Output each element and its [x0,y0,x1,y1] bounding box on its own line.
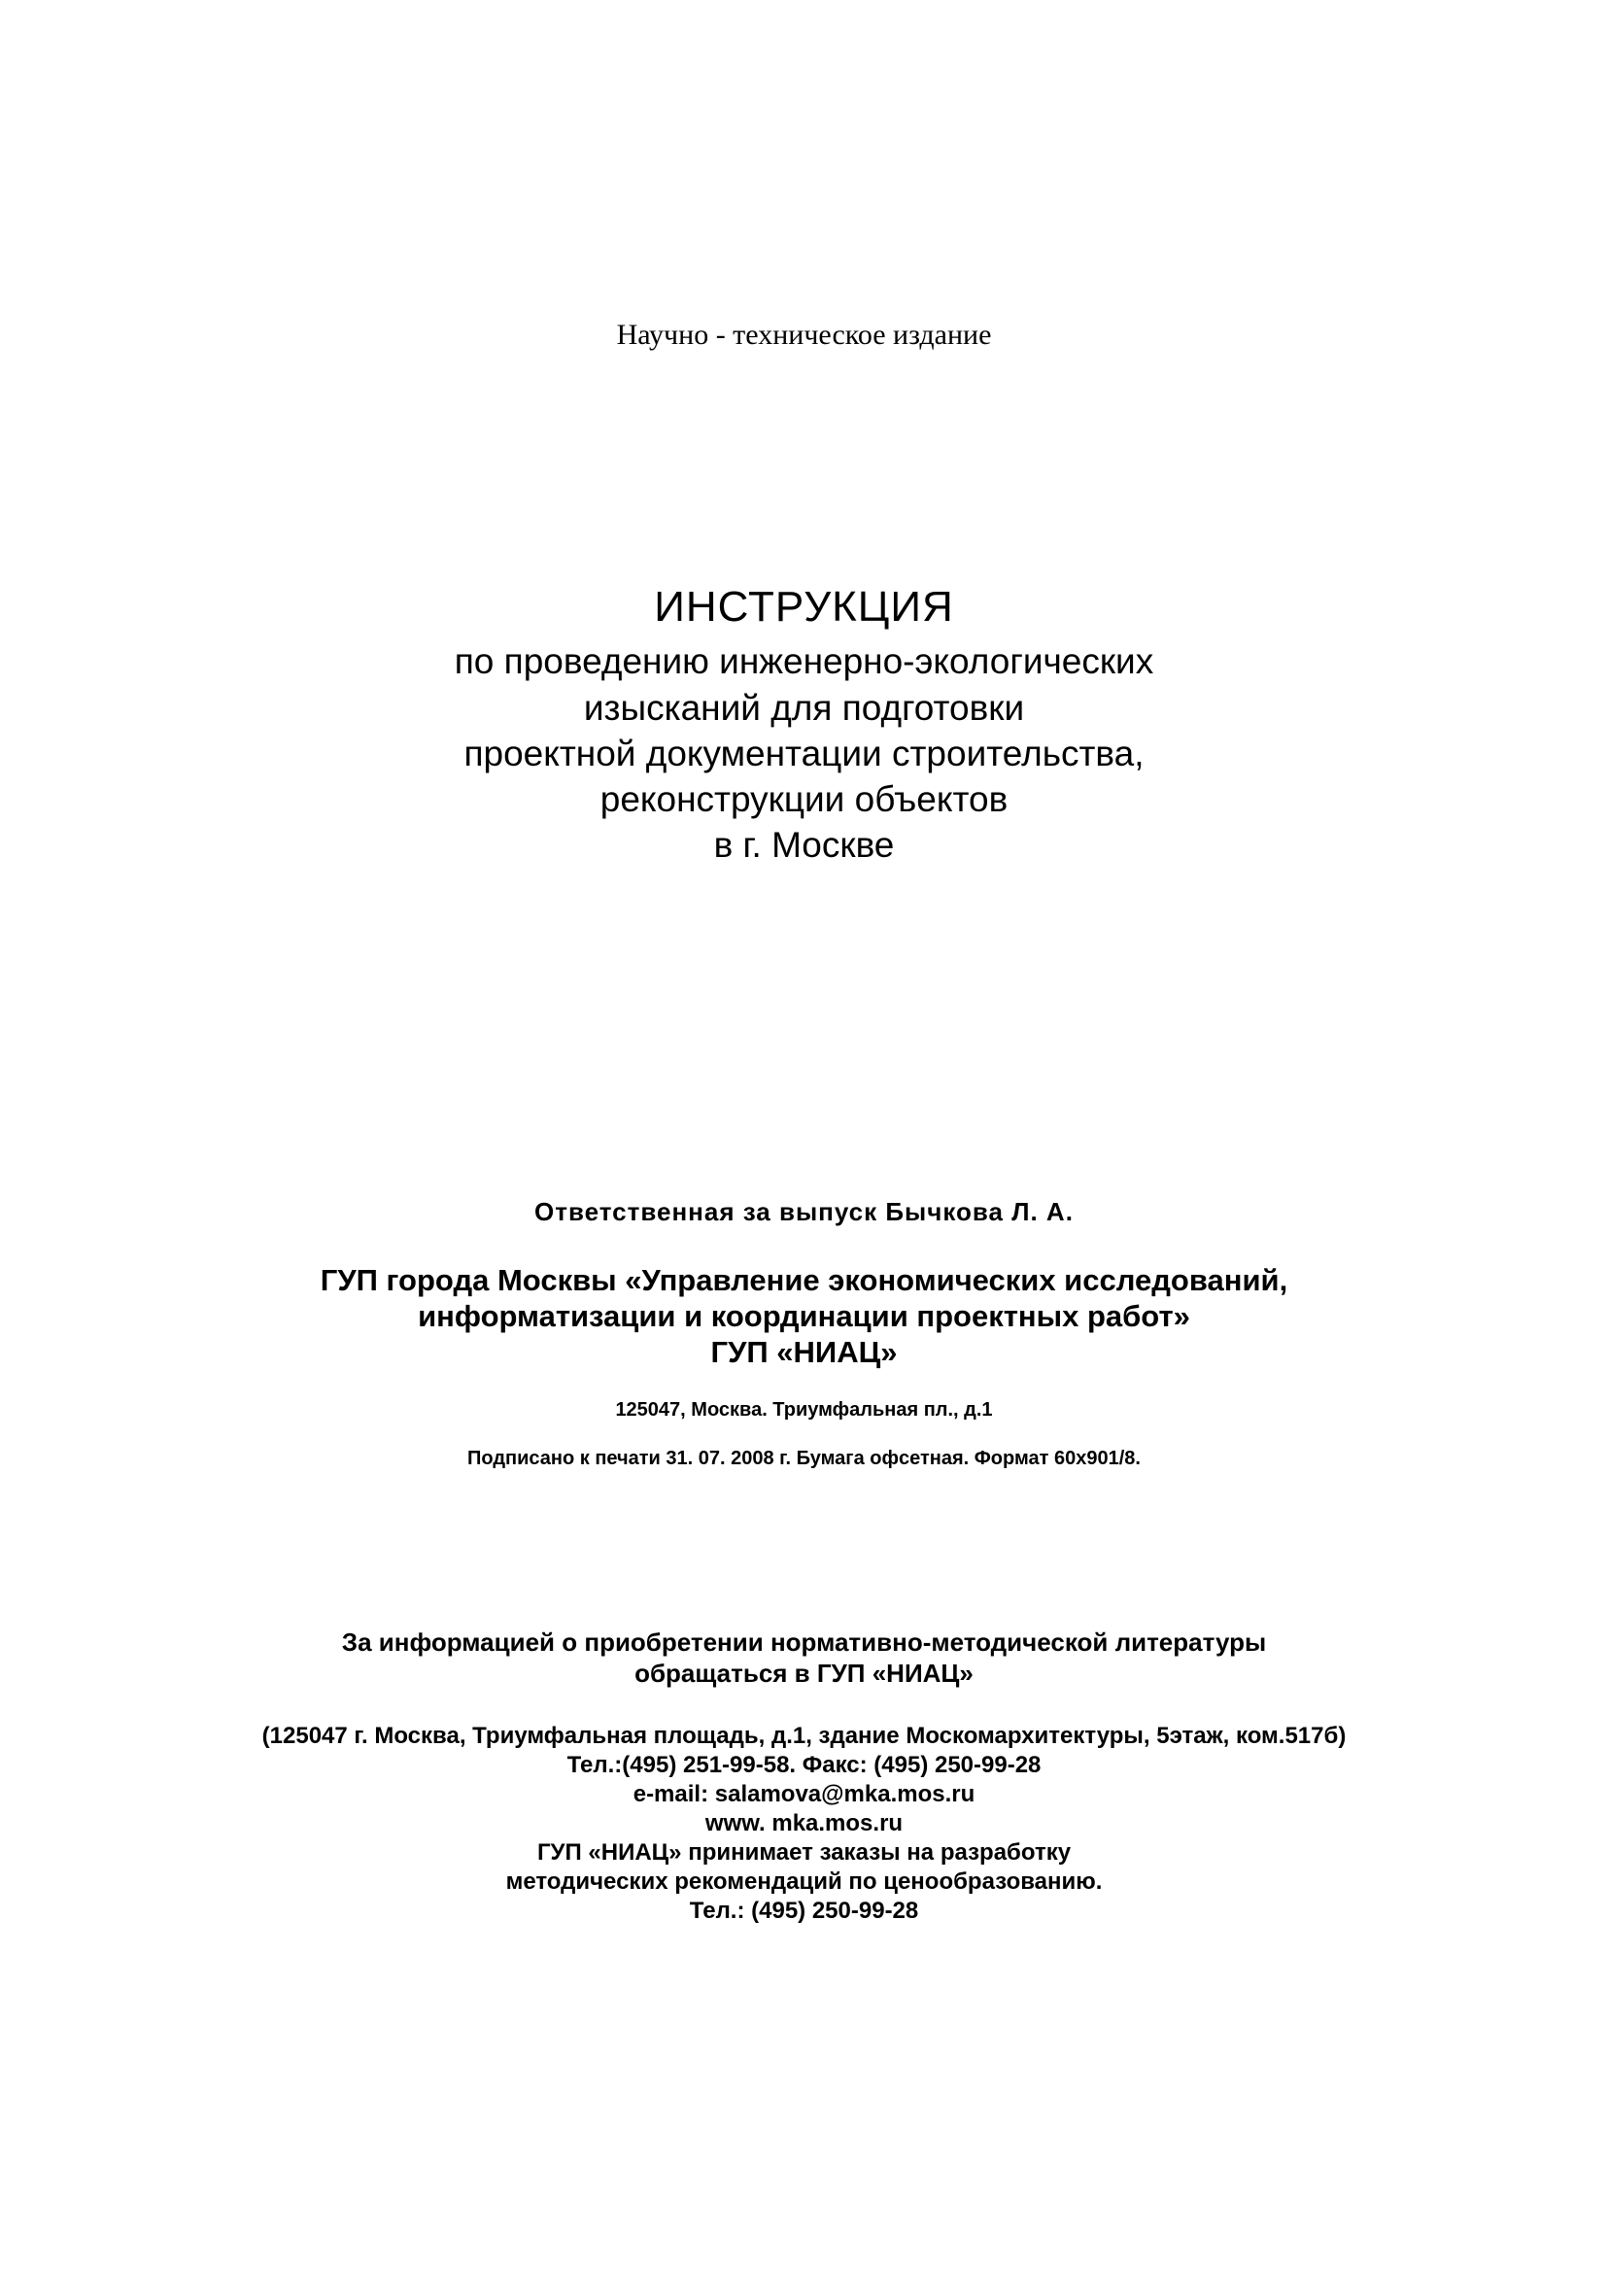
responsible-editor: Ответственная за выпуск Бычкова Л. А. [534,1197,1074,1226]
subtitle-line: реконструкции объектов [599,779,1009,819]
contact-orders-line: ГУП «НИАЦ» принимает заказы на разработку [536,1839,1072,1866]
print-info: Подписано к печати 31. 07. 2008 г. Бумага офсетная. Формат 60х901/8. [467,1448,1141,1469]
organization-line: информатизации и координации проектных работ» [418,1299,1190,1333]
info-line: обращаться в ГУП «НИАЦ» [634,1659,974,1688]
subtitle-line: в г. Москве [713,825,895,865]
document-title: ИНСТРУКЦИЯ [654,583,954,631]
publisher-address: 125047, Москва. Триумфальная пл., д.1 [615,1399,993,1421]
contact-orders-line: методических рекомендаций по ценообразованию. [505,1868,1103,1895]
subtitle-line: проектной документации строительства, [463,734,1145,773]
publication-type: Научно - техническое издание [616,319,992,351]
organization-line: ГУП города Москвы «Управление экономических исследований, [320,1263,1288,1297]
info-line: За информацией о приобретении нормативно-методической литературы [341,1628,1267,1657]
contact-phone: Тел.: (495) 250-99-28 [689,1898,919,1924]
subtitle-line: по проведению инженерно-экологических [454,641,1154,681]
organization-line: ГУП «НИАЦ» [710,1335,898,1369]
contact-address: (125047 г. Москва, Триумфальная площадь, д.1, здание Москомархитектуры, 5этаж, ком.517б) [261,1723,1347,1749]
contact-email: e-mail: salamova@mka.mos.ru [633,1781,975,1807]
contact-website: www. mka.mos.ru [704,1810,904,1836]
subtitle-line: изысканий для подготовки [583,688,1025,728]
contact-phone-fax: Тел.:(495) 251-99-58. Факс: (495) 250-99-28 [566,1752,1042,1778]
